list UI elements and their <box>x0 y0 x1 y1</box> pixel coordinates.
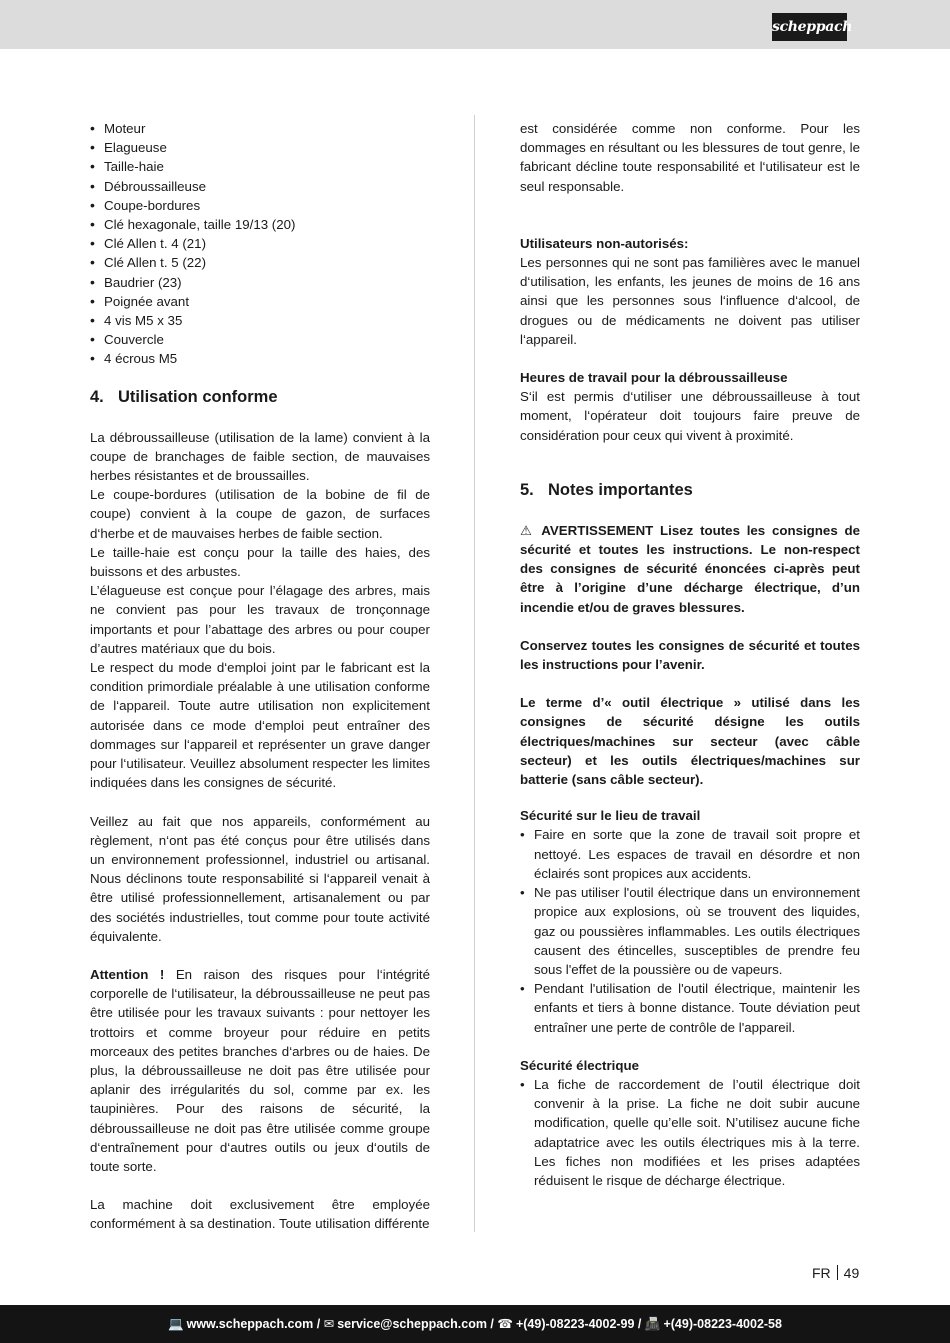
list-item: • Clé Allen t. 4 (21) <box>90 234 430 253</box>
scheppach-logo: scheppach <box>772 13 847 41</box>
section-title: Notes importantes <box>548 480 693 499</box>
list-item: • Ne pas utiliser l'outil électrique dans un environnement propice aux explosions, où se trouvent des liquides, gaz ou poussières inflammables. Les outils électriques causent des étincelles, susceptibles de prendre feu sous l'effet de la poussière ou de vapeurs. <box>520 883 860 979</box>
list-item: • Pendant l'utilisation de l'outil électrique, maintenir les enfants et tiers à bonne distance. Toute déviation peut entraîner une perte de contrôle de l'appareil. <box>520 979 860 1037</box>
computer-icon: 💻 <box>168 1317 184 1331</box>
footer-website-link[interactable]: www.scheppach.com / <box>186 1317 321 1331</box>
list-item: • Moteur <box>90 119 430 138</box>
list-item: • Taille-haie <box>90 157 430 176</box>
header-bar <box>0 0 950 49</box>
list-item: • Poignée avant <box>90 292 430 311</box>
list-item: • Clé hexagonale, taille 19/13 (20) <box>90 215 430 234</box>
list-item: • 4 vis M5 x 35 <box>90 311 430 330</box>
list-item: • Faire en sorte que la zone de travail soit propre et nettoyé. Les espaces de travail en désordre et non éclairés sont propices aux accidents. <box>520 825 860 883</box>
workplace-safety-list <box>520 825 860 1036</box>
attention-label: Attention ! <box>90 966 165 982</box>
list-item: • Débroussailleuse <box>90 177 430 196</box>
section-number: 4. <box>90 387 104 406</box>
page-number-value: 49 <box>843 1265 860 1281</box>
section-title: Utilisation conforme <box>118 387 278 406</box>
paragraph: L’élagueuse est conçue pour l’élagage des arbres, mais ne convient pas pour les travaux de tronçonnage importants et pour l’abattage des arbres ou pour couper d’autres matériaux que du bois. <box>90 583 430 656</box>
attention-paragraph <box>90 965 430 1176</box>
attention-text: En raison des risques pour l‘intégrité corporelle de l‘utilisateur, la débroussailleuse ne peut pas être utilisée pour les travaux suivants : pour nettoyer les trottoirs et comme broyeur pour réduire en petits morceaux des petites branches d‘arbres ou de haies. De plus, la débroussailleuse ne doit pas être utilisée pour aplanir des irrégularités du sol, comme par ex. les taupinières. Pour des raisons de sécurité, la débroussailleuse ne doit pas être utilisée comme groupe d‘entraînement pour d‘autres outils ou jeux d‘outils de toute sorte. <box>90 966 431 1174</box>
unauthorized-users-heading: Utilisateurs non-autorisés: <box>520 235 689 251</box>
warning-text: AVERTISSEMENT Lisez toutes les consignes de sécurité et toutes les instructions. Le non-respect des consignes de sécurité énoncées ci-après peut être à l’origine d’une décharge électrique, d’un incendie et/ou de graves blessures. <box>520 522 860 615</box>
left-column <box>90 119 430 1234</box>
list-item: • Couvercle <box>90 330 430 349</box>
footer-phone: +(49)-08223-4002-99 / <box>515 1317 642 1331</box>
right-column <box>520 119 860 1190</box>
page-language: FR <box>812 1265 831 1281</box>
paragraph: Le taille-haie est conçu pour la taille des haies, des buissons et des arbustes. <box>90 544 430 580</box>
electrical-safety-heading: Sécurité électrique <box>520 1057 639 1073</box>
list-item: • Elagueuse <box>90 138 430 157</box>
list-item: • La fiche de raccordement de l’outil électrique doit convenir à la prise. La fiche ne doit subir aucune modification, quelle qu’elle soit. N’utilisez aucune fiche adaptatrice avec les outils électriques mis à la terre. Les fiches non modifiées et les prises adaptées réduisent le risque de décharge électrique. <box>520 1075 860 1190</box>
workplace-safety-heading: Sécurité sur le lieu de travail <box>520 808 701 824</box>
footer-bar <box>0 1305 950 1343</box>
list-item: • Clé Allen t. 5 (22) <box>90 253 430 272</box>
page-separator <box>837 1265 838 1280</box>
mail-icon: ✉ <box>323 1317 335 1331</box>
paragraph: La débroussailleuse (utilisation de la lame) convient à la coupe de branchages de faible section, de mauvaises herbes résistantes et de broussailles. <box>90 429 430 484</box>
list-item: • Baudrier (23) <box>90 273 430 292</box>
list-item: • 4 écrous M5 <box>90 349 430 368</box>
column-divider <box>474 115 475 1232</box>
fax-icon: 📠 <box>644 1317 661 1331</box>
paragraph: Les personnes qui ne sont pas familières avec le manuel d‘utilisation, les enfants, les jeunes de moins de 16 ans ainsi que les personnes sous l‘influence d‘alcool, de drogues ou de médicaments ne doivent pas utiliser l‘appareil. <box>520 255 860 347</box>
footer-email-link[interactable]: service@scheppach.com / <box>337 1317 494 1331</box>
page-number <box>812 1264 859 1282</box>
list-item: • Coupe-bordures <box>90 196 430 215</box>
paragraph: Le respect du mode d‘emploi joint par le fabricant est la condition primordiale préalable à une utilisation conforme de l‘appareil. Toute autre utilisation non explicitement autorisée dans ce mode d‘emploi peut entraîner des dommages sur l‘appareil et représenter un grave danger pour l‘utilisateur. Veuillez absolument respecter les limites indiquées dans les consignes de sécurité. <box>90 660 430 791</box>
section-4-heading <box>90 386 430 408</box>
section-5-heading <box>520 479 860 501</box>
paragraph: Veillez au fait que nos appareils, conformément au règlement, n‘ont pas été conçus pour être utilisés dans un environnement professionnel, industriel ou artisanal. Nous déclinons toute responsabilité si l‘appareil venait à être utilisé professionnellement, artisanalement ou par des sociétés industrielles, tout comme pour toute activité équivalente. <box>90 813 430 944</box>
paragraph: S‘il est permis d‘utiliser une débroussailleuse à tout moment, l‘opérateur doit toujours faire preuve de considération pour ceux qui vivent à proximité. <box>520 389 860 443</box>
delivery-items-list <box>90 119 430 369</box>
working-hours-heading: Heures de travail pour la débroussailleuse <box>520 370 788 386</box>
warning-icon: ⚠ <box>520 522 535 538</box>
electrical-safety-list <box>520 1075 860 1190</box>
term-definition-paragraph: Le terme d’« outil électrique » utilisé dans les consignes de sécurité désigne les outils électriques/machines sur secteur (avec câble secteur) et les outils électriques/machines sur batterie (sans câble secteur). <box>520 695 860 788</box>
paragraph: La machine doit exclusivement être employée conformément à sa destination. Toute utilisation différente <box>90 1197 430 1232</box>
warning-paragraph <box>520 521 860 617</box>
paragraph: est considérée comme non conforme. Pour les dommages en résultant ou les blessures de tout genre, le fabricant décline toute responsabilité et l‘utilisateur est le seul responsable. <box>520 121 860 194</box>
paragraph: Le coupe-bordures (utilisation de la bobine de fil de coupe) convient à la coupe de gazon, de surfaces d‘herbe et de mauvaises herbes de faible section. <box>90 487 430 541</box>
section-number: 5. <box>520 480 534 499</box>
footer-fax: +(49)-08223-4002-58 <box>663 1317 782 1331</box>
phone-icon: ☎ <box>497 1317 513 1331</box>
keep-instructions-paragraph: Conservez toutes les consignes de sécurité et toutes les instructions pour l’avenir. <box>520 637 860 673</box>
